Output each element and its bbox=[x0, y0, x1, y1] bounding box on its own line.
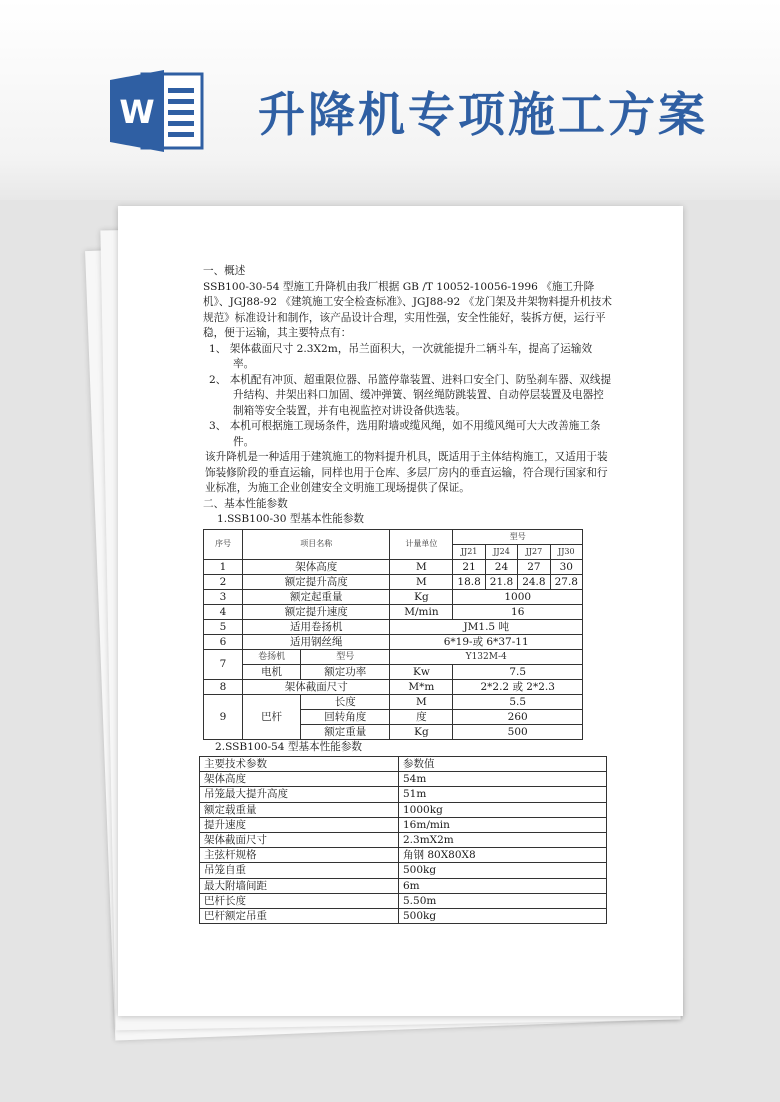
table-cell: 长度 bbox=[301, 694, 390, 709]
table-cell: Kw bbox=[390, 664, 453, 679]
table-cell: 16 bbox=[453, 604, 583, 619]
table-cell: JM1.5 吨 bbox=[390, 619, 583, 634]
intro-paragraph: SSB100-30-54 型施工升降机由我厂根据 GB /T 10052-10056-1996 《施工升降机》、JGJ88-92 《建筑施工安全检查标准》、JGJ88-92 《龙门架及井架物料提升机技术规范》标准设计和制作，该产品设计合理，实用性强，安全性能好，装拆方便，运行平稳，便于运输，其主要特点有： bbox=[203, 280, 612, 339]
table-cell: 巴杆 bbox=[243, 694, 301, 739]
table-cell: 角钢 80X80X8 bbox=[399, 848, 607, 863]
table-cell: 16m/min bbox=[399, 817, 607, 832]
table-row bbox=[200, 893, 607, 908]
table-cell: 27 bbox=[518, 559, 550, 574]
table-row bbox=[200, 878, 607, 893]
header-cell: JJ24 bbox=[485, 544, 517, 559]
table-row bbox=[200, 802, 607, 817]
table-cell: 500kg bbox=[399, 863, 607, 878]
table-row bbox=[204, 619, 583, 634]
header-cell: 型号 bbox=[453, 529, 583, 544]
table-cell: 最大附墙间距 bbox=[200, 878, 399, 893]
table-cell: 电机 bbox=[243, 664, 301, 679]
table-cell: M*m bbox=[390, 679, 453, 694]
table-cell: 24 bbox=[485, 559, 517, 574]
table-row bbox=[204, 694, 583, 709]
table-cell: Kg bbox=[390, 724, 453, 739]
spec-table-ssb100-30 bbox=[203, 529, 583, 740]
table-cell: 500kg bbox=[399, 909, 607, 924]
table-cell: M bbox=[390, 694, 453, 709]
table-cell: 1 bbox=[204, 559, 243, 574]
table-cell: 5.5 bbox=[453, 694, 583, 709]
table-row bbox=[204, 649, 583, 664]
document-title: 升降机专项施工方案 bbox=[258, 88, 708, 143]
table-cell: 型号 bbox=[301, 649, 390, 664]
table-cell: 51m bbox=[399, 787, 607, 802]
header-cell: 主要技术参数 bbox=[200, 757, 399, 772]
table-cell: 27.8 bbox=[550, 574, 582, 589]
table-cell: 7 bbox=[204, 649, 243, 679]
table-cell: 巴杆长度 bbox=[200, 893, 399, 908]
summary-paragraph: 该升降机是一种适用于建筑施工的物料提升机具，既适用于主体结构施工，又适用于装饰装修阶段的垂直运输，同样也用于仓库、多层厂房内的垂直运输，符合现行国家和行业标准，为施工企业创建安全文明施工现场提供了保证。 bbox=[205, 451, 608, 494]
spec-table-ssb100-54 bbox=[199, 756, 607, 924]
table-cell: 30 bbox=[550, 559, 582, 574]
header-cell: JJ21 bbox=[453, 544, 485, 559]
table-row bbox=[200, 833, 607, 848]
table-cell: 5 bbox=[204, 619, 243, 634]
table-caption: 2.SSB100-54 型基本性能参数 bbox=[215, 740, 363, 753]
table-cell: Kg bbox=[390, 589, 453, 604]
table-cell: 主弦杆规格 bbox=[200, 848, 399, 863]
table-cell: 额定提升速度 bbox=[243, 604, 390, 619]
table-cell: 架体截面尺寸 bbox=[200, 833, 399, 848]
table-cell: 额定提升高度 bbox=[243, 574, 390, 589]
header-cell: 序号 bbox=[204, 529, 243, 559]
table-row bbox=[204, 634, 583, 649]
table-cell: 额定载重量 bbox=[200, 802, 399, 817]
section-heading: 二、基本性能参数 bbox=[203, 497, 288, 510]
table-cell: 18.8 bbox=[453, 574, 485, 589]
header-cell: 计量单位 bbox=[390, 529, 453, 559]
table-cell: 6 bbox=[204, 634, 243, 649]
table-cell: Y132M-4 bbox=[390, 649, 583, 664]
section-heading: 一、概述 bbox=[203, 265, 246, 277]
feature-item: 1、 架体截面尺寸 2.3X2m，吊兰面积大，一次就能提升二辆斗车，提高了运输效率。 bbox=[209, 342, 593, 370]
table-cell: 巴杆额定吊重 bbox=[200, 909, 399, 924]
table-cell: 8 bbox=[204, 679, 243, 694]
table-cell: 适用钢丝绳 bbox=[243, 634, 390, 649]
header-cell: 项目名称 bbox=[243, 529, 390, 559]
table-cell: 回转角度 bbox=[301, 709, 390, 724]
table-cell: 卷扬机 bbox=[243, 649, 301, 664]
table-cell: 24.8 bbox=[518, 574, 550, 589]
table-cell: 500 bbox=[453, 724, 583, 739]
feature-item: 2、 本机配有冲顶、超重限位器、吊篮停靠装置、进料口安全门、防坠刹车器、双线提升结构、井架出料口加固、缓冲弹簧、钢丝绳防跳装置、自动停层装置及电器控制箱等安全装置，并有电视监控对讲设备供选装。 bbox=[209, 373, 612, 417]
table-cell: 9 bbox=[204, 694, 243, 739]
table-cell: 适用卷扬机 bbox=[243, 619, 390, 634]
table-row bbox=[204, 574, 583, 589]
table-cell: 1000 bbox=[453, 589, 583, 604]
table-cell: 2*2.2 或 2*2.3 bbox=[453, 679, 583, 694]
table-row bbox=[200, 787, 607, 802]
table-row bbox=[200, 863, 607, 878]
table-cell: 额定功率 bbox=[301, 664, 390, 679]
table-cell: 21 bbox=[453, 559, 485, 574]
table-row bbox=[204, 589, 583, 604]
table-cell: 1000kg bbox=[399, 802, 607, 817]
table-cell: 260 bbox=[453, 709, 583, 724]
feature-item: 3、 本机可根据施工现场条件，选用附墙或缆风绳，如不用缆风绳可大大改善施工条件。 bbox=[209, 420, 601, 448]
table-cell: 度 bbox=[390, 709, 453, 724]
table-caption: 1.SSB100-30 型基本性能参数 bbox=[217, 513, 365, 525]
table-cell: 7.5 bbox=[453, 664, 583, 679]
table-cell: M bbox=[390, 559, 453, 574]
svg-text:W: W bbox=[119, 93, 155, 131]
table-cell: 2.3mX2m bbox=[399, 833, 607, 848]
table-cell: 提升速度 bbox=[200, 817, 399, 832]
table-cell: 架体高度 bbox=[243, 559, 390, 574]
table-cell: 额定起重量 bbox=[243, 589, 390, 604]
table-row bbox=[204, 604, 583, 619]
table-row bbox=[200, 817, 607, 832]
table-row bbox=[200, 909, 607, 924]
table-cell: 架体截面尺寸 bbox=[243, 679, 390, 694]
table-row bbox=[204, 664, 583, 679]
header-cell: 参数值 bbox=[399, 757, 607, 772]
table-header-row bbox=[200, 757, 607, 772]
table-row bbox=[204, 559, 583, 574]
document-body bbox=[203, 264, 613, 924]
table-cell: 额定重量 bbox=[301, 724, 390, 739]
table-cell: 3 bbox=[204, 589, 243, 604]
table-cell: 5.50m bbox=[399, 893, 607, 908]
table-cell: 吊笼最大提升高度 bbox=[200, 787, 399, 802]
table-cell: 4 bbox=[204, 604, 243, 619]
header-cell: JJ30 bbox=[550, 544, 582, 559]
document-page bbox=[118, 206, 683, 1016]
word-icon bbox=[108, 68, 206, 154]
table-cell: M/min bbox=[390, 604, 453, 619]
table-row bbox=[200, 848, 607, 863]
table-cell: 54m bbox=[399, 772, 607, 787]
table-cell: M bbox=[390, 574, 453, 589]
table-cell: 21.8 bbox=[485, 574, 517, 589]
table-cell: 架体高度 bbox=[200, 772, 399, 787]
table-row bbox=[200, 772, 607, 787]
table-cell: 2 bbox=[204, 574, 243, 589]
table-row bbox=[204, 679, 583, 694]
table-cell: 6*19-或 6*37-11 bbox=[390, 634, 583, 649]
header-cell: JJ27 bbox=[518, 544, 550, 559]
header-banner bbox=[0, 0, 780, 200]
table-cell: 吊笼自重 bbox=[200, 863, 399, 878]
table-cell: 6m bbox=[399, 878, 607, 893]
